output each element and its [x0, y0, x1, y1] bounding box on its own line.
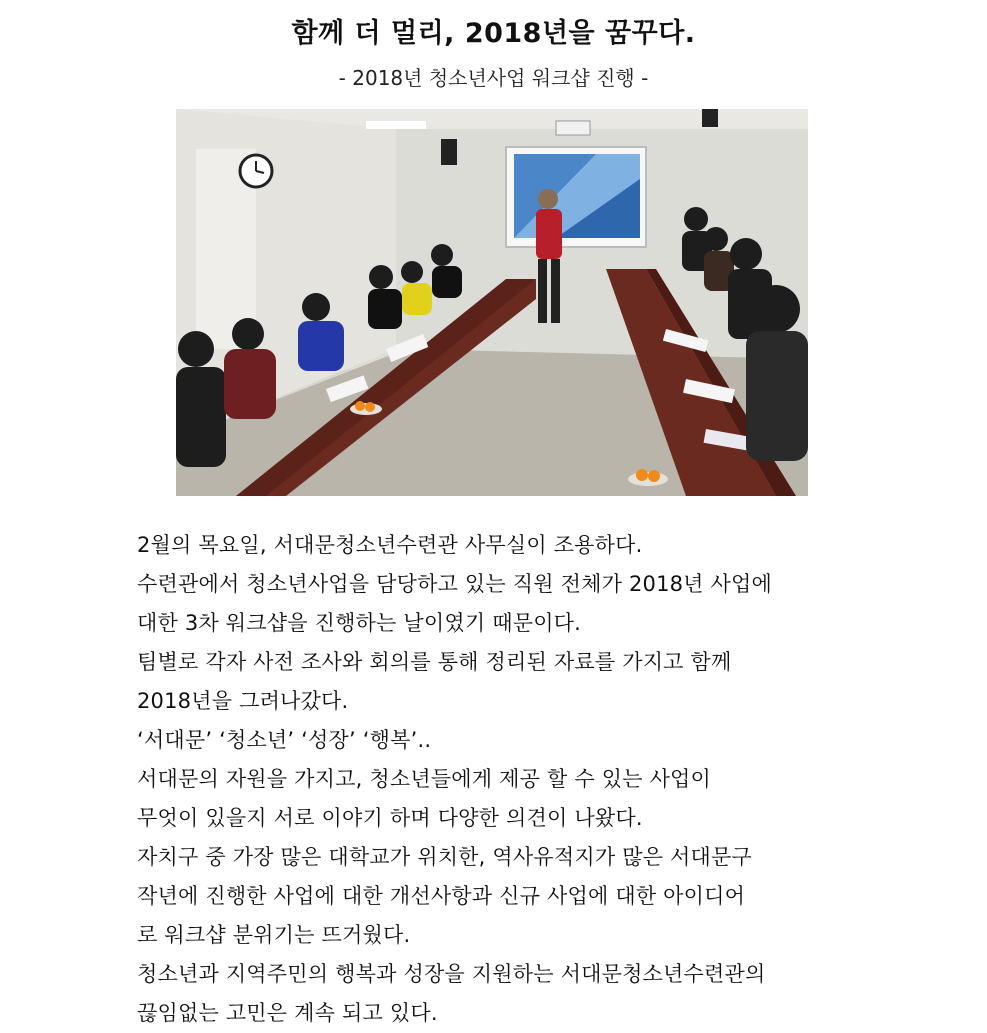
body-line: 서대문의 자원을 가지고, 청소년들에게 제공 할 수 있는 사업이 [137, 767, 712, 791]
body-line: 팀별로 각자 사전 조사와 회의를 통해 정리된 자료를 가지고 함께 [137, 650, 732, 674]
meeting-room-photo [176, 109, 808, 496]
body-line: ‘서대문’ ‘청소년’ ‘성장’ ‘행복’.. [137, 728, 432, 752]
body-line: 수련관에서 청소년사업을 담당하고 있는 직원 전체가 2018년 사업에 [137, 572, 773, 596]
body-line: 청소년과 지역주민의 행복과 성장을 지원하는 서대문청소년수련관의 [137, 962, 766, 986]
body-line: 로 워크샵 분위기는 뜨거웠다. [137, 923, 411, 947]
body-line: 자치구 중 가장 많은 대학교가 위치한, 역사유적지가 많은 서대문구 [137, 845, 752, 869]
page-subtitle: - 2018년 청소년사업 워크샵 진행 - [338, 66, 649, 90]
page-title: 함께 더 멀리, 2018년을 꿈꾸다. [291, 18, 696, 49]
clock-icon [240, 155, 272, 187]
body-line: 2018년을 그려나갔다. [137, 689, 349, 713]
body-line: 무엇이 있을지 서로 이야기 하며 다양한 의견이 나왔다. [137, 806, 643, 830]
body-line: 끊임없는 고민은 계속 되고 있다. [137, 1001, 438, 1025]
body-text [137, 526, 877, 1033]
body-line: 대한 3차 워크샵을 진행하는 날이였기 때문이다. [137, 611, 582, 635]
body-line: 2월의 목요일, 서대문청소년수련관 사무실이 조용하다. [137, 533, 643, 557]
body-line: 작년에 진행한 사업에 대한 개선사항과 신규 사업에 대한 아이디어 [137, 884, 746, 908]
